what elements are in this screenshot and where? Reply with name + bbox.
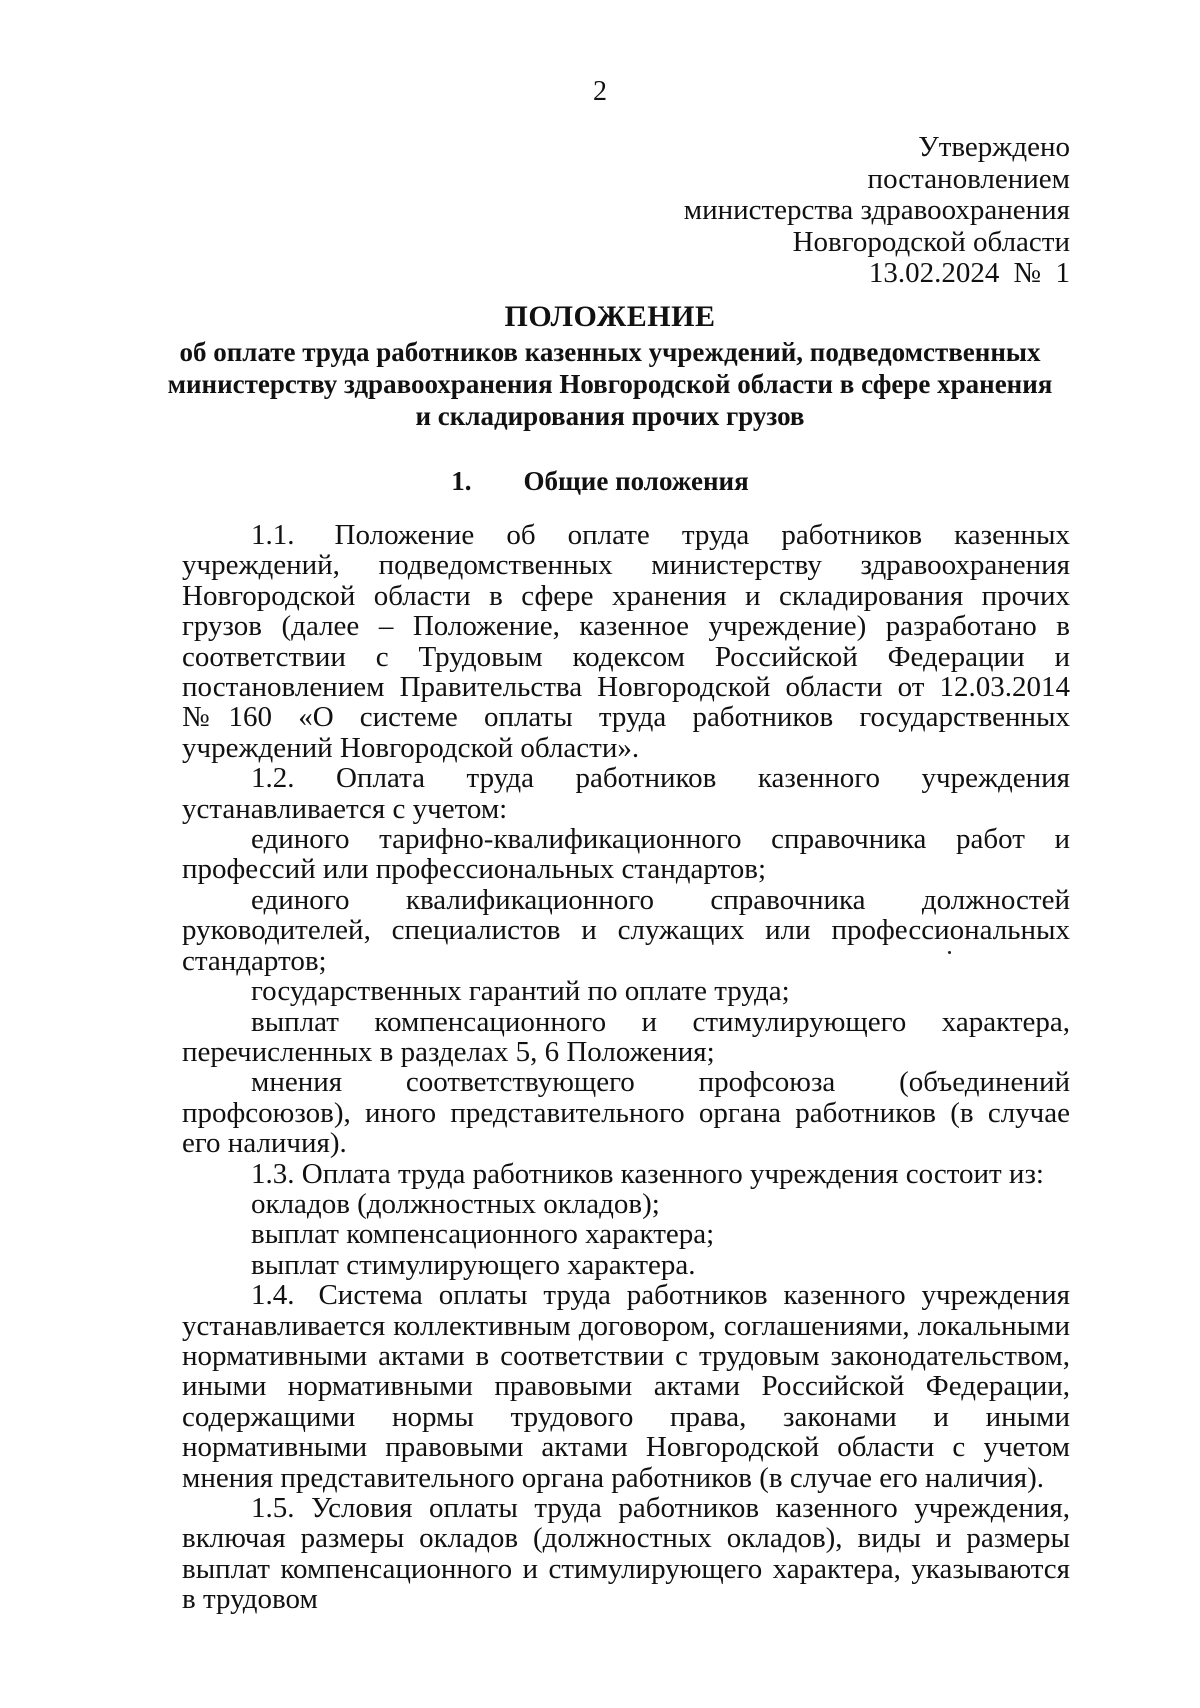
clause-1-3: 1.3. Оплата труда работников казенного учреждения состоит из:: [251, 1157, 1044, 1190]
clause-1-2: 1.2. Оплата труда работников казенного учреждения устанавливается с учетом:: [182, 762, 1070, 825]
section-title: Общие положения: [523, 466, 749, 496]
clause-1-4-text: Система оплаты труда работников казенного учреждения устанавливается коллективным договором, соглашениями, локальными нормативными актами в соответствии с трудовым законодательством, иными нормативными правовыми актами Российской Федерации, содержащими нормы трудового права, законами и иными нормативными правовыми актами Новгородской области с учетом мнения представительного органа работников (в случае его наличия).: [182, 1279, 1071, 1494]
clause-1-4-number: 1.4.: [251, 1279, 295, 1312]
approval-line-resolution: постановлением: [867, 162, 1070, 195]
clause-1-5: 1.5. Условия оплаты труда работников казенного учреждения, включая размеры окладов (должностных окладов), виды и размеры выплат компенсационного и стимулирующего характера, указываются в трудовом: [182, 1492, 1070, 1616]
approval-date-number: [684, 258, 1070, 290]
clause-1-1-text: Положение об оплате труда работников казенных учреждений, подведомственных министерству здравоохранения Новгородской области в сфере хранения и складирования прочих грузов (далее – Положение, казенное учреждение) разработано в соответствии с Трудовым кодексом Российской Федерации и постановлением Правительства Новгородской области от 12.03.2014 №160 «О системе оплаты труда работников государственных учреждений Новгородской области».: [182, 519, 1070, 764]
document-title-block: [160, 300, 1060, 432]
document-body: [182, 520, 1070, 1615]
clause-1-4: [182, 1280, 1070, 1493]
approval-line-ministry: министерства здравоохранения: [683, 194, 1070, 226]
clause-1-2-item-e: мнения соответствующего профсоюза (объединений профсоюзов), иного представительного органа работников (в случае его наличия).: [182, 1066, 1070, 1160]
clause-1-3-item-a: окладов (должностных окладов);: [251, 1187, 660, 1220]
clause-1-2-item-a: единого тарифно-квалификационного справочника работ и профессий или профессиональных стандартов;: [182, 823, 1070, 886]
approval-number: 1: [1055, 257, 1070, 289]
clause-1-1: [182, 520, 1070, 763]
clause-1-2-item-b: единого квалификационного справочника должностей руководителей, специалистов и служащих или профессиональных стандартов;: [182, 883, 1070, 977]
section-heading: [0, 466, 1200, 497]
approval-line-region: Новгородской области: [792, 225, 1070, 258]
clause-1-1-number: 1.1.: [251, 519, 295, 551]
document-title: ПОЛОЖЕНИЕ: [504, 300, 716, 333]
page-number: 2: [593, 76, 607, 107]
clause-1-3-item-c: выплат стимулирующего характера.: [251, 1248, 696, 1281]
approval-line-approved: Утверждено: [918, 131, 1070, 163]
clause-1-3-item-b: выплат компенсационного характера;: [251, 1218, 715, 1251]
clause-1-2-item-d: выплат компенсационного и стимулирующего характера, перечисленных в разделах 5, 6 Положения;: [182, 1005, 1070, 1068]
clause-1-2-item-c: государственных гарантий по оплате труда;: [251, 975, 790, 1008]
document-subtitle: об оплате труда работников казенных учреждений, подведомственных министерству здравоохранения Новгородской области в сфере хранения и складирования прочих грузов: [167, 337, 1053, 431]
approval-date: 13.02.2024: [868, 257, 1000, 289]
approval-stamp-block: [684, 132, 1070, 290]
section-number: 1.: [451, 466, 472, 496]
approval-number-sign: №: [1013, 257, 1041, 289]
